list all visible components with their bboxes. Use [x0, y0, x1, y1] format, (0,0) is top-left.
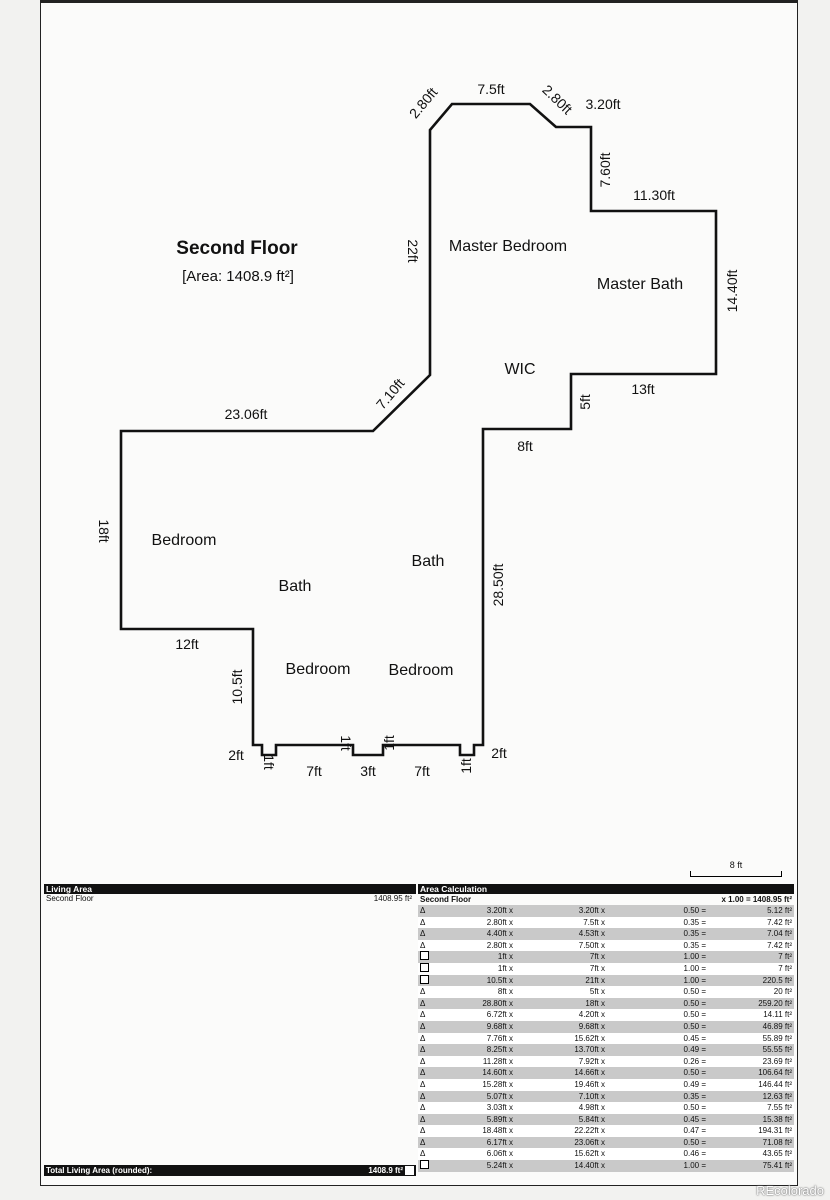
room-label-master-bath: Master Bath [596, 276, 684, 293]
living-area-row [44, 894, 416, 904]
area-calculation-row [418, 940, 794, 952]
factor: 0.49 = [683, 1079, 706, 1089]
dimension-label: 10.5ft [229, 669, 245, 705]
area-calculation-row [418, 1114, 794, 1126]
factor: 0.49 = [683, 1045, 706, 1055]
side-b: 5.84ft x [578, 1114, 605, 1124]
row-area: 146.44 ft² [758, 1079, 792, 1089]
factor: 1.00 = [683, 963, 706, 973]
dimension-label: 14.40ft [724, 269, 740, 313]
dimension-label: 1ft [381, 735, 397, 751]
side-b: 7.92ft x [578, 1056, 605, 1066]
factor: 0.45 = [683, 1114, 706, 1124]
square-icon [420, 975, 429, 984]
side-a: 3.20ft x [486, 906, 513, 915]
triangle-shape-icon: Δ [420, 1137, 426, 1147]
triangle-shape-icon: Δ [420, 1068, 426, 1078]
side-b: 18ft x [585, 998, 605, 1008]
triangle-shape-icon: Δ [420, 1079, 426, 1089]
area-calculation-section-value: x 1.00 = 1408.95 ft² [721, 895, 792, 904]
side-b: 7ft x [589, 963, 605, 973]
living-area-row-name: Second Floor [46, 894, 94, 903]
total-living-area-value: 1408.9 ft² [368, 1166, 403, 1175]
row-area: 194.31 ft² [758, 1126, 792, 1136]
area-calculation-row [418, 963, 794, 975]
watermark: REcolorado [756, 1183, 824, 1198]
row-area: 7.55 ft² [767, 1103, 792, 1113]
side-a: 15.28ft x [482, 1079, 513, 1089]
factor: 0.50 = [683, 1021, 706, 1031]
area-calculation-rows [418, 905, 794, 1172]
dimension-label: 12ft [175, 636, 199, 652]
dimension-label: 23.06ft [224, 406, 268, 422]
side-a: 5.07ft x [486, 1091, 513, 1101]
plan-title: Second Floor [176, 238, 298, 259]
side-b: 7.5ft x [583, 917, 605, 927]
side-b: 23.06ft x [574, 1137, 605, 1147]
area-calculation-row [418, 1079, 794, 1091]
dimension-label: 22ft [405, 239, 421, 263]
side-b: 9.68ft x [578, 1021, 605, 1031]
side-a: 2.80ft x [486, 917, 513, 927]
row-area: 14.11 ft² [763, 1010, 792, 1020]
square-icon [405, 1166, 414, 1175]
row-area: 75.41 ft² [762, 1161, 792, 1171]
dimension-label: 7ft [306, 763, 322, 779]
side-a: 6.72ft x [486, 1010, 513, 1020]
side-a: 3.03ft x [486, 1103, 513, 1113]
row-area: 55.89 ft² [762, 1033, 792, 1043]
total-living-area [44, 1165, 416, 1176]
triangle-shape-icon: Δ [420, 1091, 426, 1101]
row-area: 46.89 ft² [762, 1021, 792, 1031]
square-icon [420, 951, 429, 960]
row-area: 259.20 ft² [758, 998, 792, 1008]
row-area: 12.63 ft² [762, 1091, 792, 1101]
area-tables [44, 884, 794, 1176]
dimension-label: 2ft [228, 747, 244, 763]
side-b: 4.20ft x [578, 1010, 605, 1020]
factor: 1.00 = [683, 975, 706, 985]
factor: 0.50 = [683, 1137, 706, 1147]
factor: 0.26 = [683, 1056, 706, 1066]
factor: 0.35 = [683, 940, 706, 950]
dimension-label: 7.60ft [597, 152, 613, 188]
side-a: 7.76ft x [486, 1033, 513, 1043]
side-a: 6.17ft x [486, 1137, 513, 1147]
room-label-bedroom: Bedroom [388, 662, 454, 679]
plan-area-label: [Area: 1408.9 ft²] [182, 268, 294, 285]
room-label-bedroom: Bedroom [151, 532, 217, 549]
dimension-label: 8ft [517, 438, 533, 454]
side-b: 3.20ft x [578, 906, 605, 915]
factor: 0.50 = [683, 998, 706, 1008]
scale-bar-line [690, 871, 782, 877]
room-label-bedroom: Bedroom [285, 661, 351, 678]
living-area-table [44, 884, 416, 1176]
area-calculation-row [418, 1160, 794, 1172]
dimension-label: 7ft [414, 763, 430, 779]
area-calculation-row [418, 975, 794, 987]
dimension-label: 5ft [577, 394, 593, 410]
triangle-shape-icon: Δ [420, 917, 426, 927]
factor: 0.50 = [683, 1010, 706, 1020]
triangle-shape-icon: Δ [420, 1010, 426, 1020]
area-calculation-row [418, 928, 794, 940]
triangle-shape-icon: Δ [420, 987, 426, 997]
room-label-bath: Bath [278, 578, 312, 595]
factor: 0.45 = [683, 1033, 706, 1043]
triangle-shape-icon: Δ [420, 1056, 426, 1066]
side-b: 7.10ft x [578, 1091, 605, 1101]
side-a: 11.28ft x [482, 1056, 513, 1066]
row-area: 7.42 ft² [767, 917, 792, 927]
side-b: 4.53ft x [578, 929, 605, 939]
area-calculation-row [418, 1021, 794, 1033]
area-calculation-row [418, 1009, 794, 1021]
scale-bar [690, 860, 782, 880]
side-b: 15.62ft x [574, 1033, 605, 1043]
side-a: 6.06ft x [486, 1149, 513, 1159]
factor: 0.50 = [683, 906, 706, 915]
living-area-header: Living Area [44, 884, 416, 894]
area-calculation-section-name: Second Floor [420, 895, 472, 904]
factor: 0.47 = [683, 1126, 706, 1136]
area-calculation-row [418, 1148, 794, 1160]
side-b: 15.62ft x [574, 1149, 605, 1159]
dimension-label: 13ft [631, 381, 655, 397]
area-calculation-row [418, 1125, 794, 1137]
area-calculation-section [418, 894, 794, 905]
row-area: 43.65 ft² [762, 1149, 792, 1159]
triangle-shape-icon: Δ [420, 1149, 426, 1159]
side-b: 5ft x [589, 987, 605, 997]
area-calculation-row [418, 1033, 794, 1045]
row-area: 7.42 ft² [767, 940, 792, 950]
triangle-shape-icon: Δ [420, 929, 426, 939]
dimension-label: 1ft [458, 758, 474, 774]
row-area: 71.08 ft² [762, 1137, 792, 1147]
side-a: 5.24ft x [486, 1161, 513, 1171]
row-area: 220.5 ft² [762, 975, 792, 985]
dimension-label: 11.30ft [633, 187, 675, 203]
side-b: 4.98ft x [578, 1103, 605, 1113]
factor: 1.00 = [683, 1161, 706, 1171]
row-area: 55.55 ft² [762, 1045, 792, 1055]
triangle-shape-icon: Δ [420, 1103, 426, 1113]
living-area-row-value: 1408.95 ft² [373, 894, 412, 903]
dimension-label: 2.80ft [405, 84, 441, 122]
row-area: 106.64 ft² [758, 1068, 792, 1078]
side-b: 21ft x [585, 975, 605, 985]
dimension-label: 2.80ft [539, 81, 576, 118]
dimension-label: 7.10ft [372, 375, 408, 413]
row-area: 23.69 ft² [762, 1056, 792, 1066]
area-calculation-row [418, 1137, 794, 1149]
factor: 0.35 = [683, 917, 706, 927]
room-label-wic: WIC [504, 361, 536, 378]
factor: 1.00 = [683, 952, 706, 962]
side-a: 14.60ft x [482, 1068, 513, 1078]
area-calculation-row [418, 1056, 794, 1068]
triangle-shape-icon: Δ [420, 1126, 426, 1136]
area-calculation-row [418, 1102, 794, 1114]
area-calculation-row [418, 986, 794, 998]
factor: 0.35 = [683, 929, 706, 939]
triangle-shape-icon: Δ [420, 1033, 426, 1043]
side-a: 28.80ft x [482, 998, 513, 1008]
dimension-label: 2ft [491, 745, 507, 761]
side-b: 19.46ft x [574, 1079, 605, 1089]
triangle-shape-icon: Δ [420, 906, 426, 915]
factor: 0.35 = [683, 1091, 706, 1101]
room-label-master-bedroom: Master Bedroom [448, 238, 568, 255]
side-b: 7ft x [589, 952, 605, 962]
row-area: 7 ft² [778, 952, 792, 962]
dimension-label: 3.20ft [585, 96, 621, 112]
side-a: 1ft x [497, 963, 513, 973]
side-b: 14.40ft x [574, 1161, 605, 1171]
triangle-shape-icon: Δ [420, 940, 426, 950]
dimension-label: 18ft [96, 519, 112, 543]
triangle-shape-icon: Δ [420, 1021, 426, 1031]
square-icon [420, 963, 429, 972]
side-b: 22.22ft x [574, 1126, 605, 1136]
area-calculation-row [418, 951, 794, 963]
room-label-bath: Bath [411, 553, 445, 570]
area-calculation-header: Area Calculation [418, 884, 794, 894]
side-b: 7.50ft x [578, 940, 605, 950]
area-calculation-row [418, 917, 794, 929]
square-icon [420, 1160, 429, 1169]
side-a: 9.68ft x [486, 1021, 513, 1031]
area-calculation-row [418, 1091, 794, 1103]
factor: 0.50 = [683, 1068, 706, 1078]
dimension-label: 28.50ft [490, 563, 506, 607]
dimension-label: 3ft [360, 763, 376, 779]
scale-bar-label: 8 ft [729, 860, 743, 870]
row-area: 20 ft² [773, 987, 792, 997]
row-area: 7 ft² [778, 963, 792, 973]
side-a: 1ft x [497, 952, 513, 962]
side-a: 18.48ft x [482, 1126, 513, 1136]
side-a: 2.80ft x [486, 940, 513, 950]
side-a: 8.25ft x [486, 1045, 513, 1055]
area-calculation-row [418, 998, 794, 1010]
factor: 0.50 = [683, 987, 706, 997]
side-b: 14.66ft x [574, 1068, 605, 1078]
triangle-shape-icon: Δ [420, 1045, 426, 1055]
triangle-shape-icon: Δ [420, 998, 426, 1008]
side-a: 4.40ft x [486, 929, 513, 939]
area-calculation-row [418, 905, 794, 917]
factor: 0.50 = [683, 1103, 706, 1113]
factor: 0.46 = [683, 1149, 706, 1159]
triangle-shape-icon: Δ [420, 1114, 426, 1124]
side-b: 13.70ft x [574, 1045, 605, 1055]
dimension-label: 1ft [261, 754, 277, 770]
side-a: 8ft x [497, 987, 513, 997]
row-area: 7.04 ft² [767, 929, 792, 939]
side-a: 5.89ft x [486, 1114, 513, 1124]
dimension-label: 1ft [338, 735, 354, 751]
area-calculation-table [418, 884, 794, 1176]
side-a: 10.5ft x [486, 975, 513, 985]
area-calculation-row [418, 1067, 794, 1079]
area-calculation-row [418, 1044, 794, 1056]
row-area: 15.38 ft² [762, 1114, 792, 1124]
total-living-area-label: Total Living Area (rounded): [46, 1166, 153, 1175]
row-area: 5.12 ft² [767, 906, 792, 915]
dimension-label: 7.5ft [477, 81, 505, 97]
floor-outline [121, 104, 716, 755]
